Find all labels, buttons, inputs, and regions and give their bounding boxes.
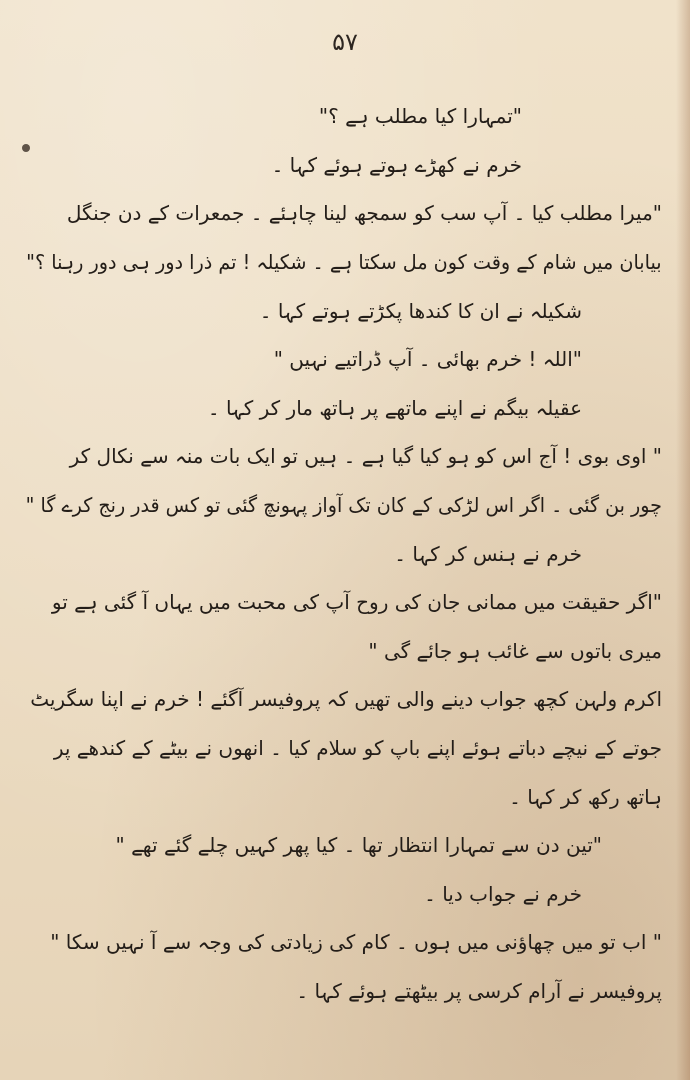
text-line — [22, 675, 662, 724]
text-line — [22, 529, 662, 578]
text-line-content: خرم نے کھڑے ہوتے ہوئے کہا ۔ — [271, 152, 522, 177]
text-line-content: "اگر حقیقت میں ممانی جان کی روح آپ کی محبت میں یہاں آ گئی ہے تو — [51, 590, 662, 615]
text-line — [22, 772, 662, 821]
text-line — [22, 967, 662, 1016]
text-line — [22, 141, 662, 190]
page-number: ۵۷ — [332, 28, 358, 56]
text-line-content: اکرم ولہن کچھ جواب دینے والی تھیں کہ پروفیسر آگئے ! خرم نے اپنا سگریٹ — [30, 687, 662, 712]
text-line — [22, 384, 662, 433]
text-line — [22, 432, 662, 481]
text-line — [22, 189, 662, 238]
text-line-content: خرم نے جواب دیا ۔ — [424, 881, 582, 906]
text-line-content: " اوی بوی ! آج اس کو ہو کیا گیا ہے ۔ ہیں تو ایک بات منہ سے نکال کر — [69, 444, 662, 469]
text-line-content: " اب تو میں چھاؤنی میں ہوں ۔ کام کی زیادتی کی وجہ سے آ نہیں سکا " — [50, 930, 662, 955]
text-line-content: پروفیسر نے آرام کرسی پر بیٹھتے ہوئے کہا ۔ — [296, 978, 662, 1003]
text-line — [22, 335, 662, 384]
text-line-content: خرم نے ہنس کر کہا ۔ — [394, 541, 582, 566]
text-line — [22, 918, 662, 967]
text-line-content: عقیلہ بیگم نے اپنے ماتھے پر ہاتھ مار کر کہا ۔ — [207, 395, 582, 420]
text-line — [22, 627, 662, 676]
text-line — [22, 724, 662, 773]
text-line — [22, 821, 662, 870]
text-line — [22, 238, 662, 287]
text-line-content: ہاتھ رکھ کر کہا ۔ — [509, 784, 662, 809]
text-line — [22, 870, 662, 919]
text-line — [22, 578, 662, 627]
text-line — [22, 92, 662, 141]
page-text — [22, 92, 662, 1015]
text-line-content: بیابان میں شام کے وقت کون مل سکتا ہے ۔ شکیلہ ! تم ذرا دور ہی دور رہنا ؟" — [26, 250, 662, 275]
text-line — [22, 481, 662, 530]
text-line — [22, 286, 662, 335]
text-line-content: "تین دن سے تمہارا انتظار تھا ۔ کیا پھر کہیں چلے گئے تھے " — [115, 833, 602, 858]
text-line-content: چور بن گئی ۔ اگر اس لڑکی کے کان تک آواز پہونچ گئی تو کس قدر رنج کرے گا " — [25, 493, 662, 518]
text-line-content: شکیلہ نے ان کا کندھا پکڑتے ہوتے کہا ۔ — [259, 298, 582, 323]
text-line-content: جوتے کے نیچے دباتے ہوئے اپنے باپ کو سلام کیا ۔ انھوں نے بیٹے کے کندھے پر — [53, 736, 662, 761]
text-line-content: میری باتوں سے غائب ہو جائے گی " — [368, 638, 662, 663]
text-line-content: "اللہ ! خرم بھائی ۔ آپ ڈراتیے نہیں " — [273, 347, 582, 372]
page-edge-shadow — [676, 0, 690, 1080]
text-line-content: "تمہارا کیا مطلب ہے ؟" — [318, 104, 522, 129]
text-line-content: "میرا مطلب کیا ۔ آپ سب کو سمجھ لینا چاہئے ۔ جمعرات کے دن جنگل — [66, 201, 662, 226]
